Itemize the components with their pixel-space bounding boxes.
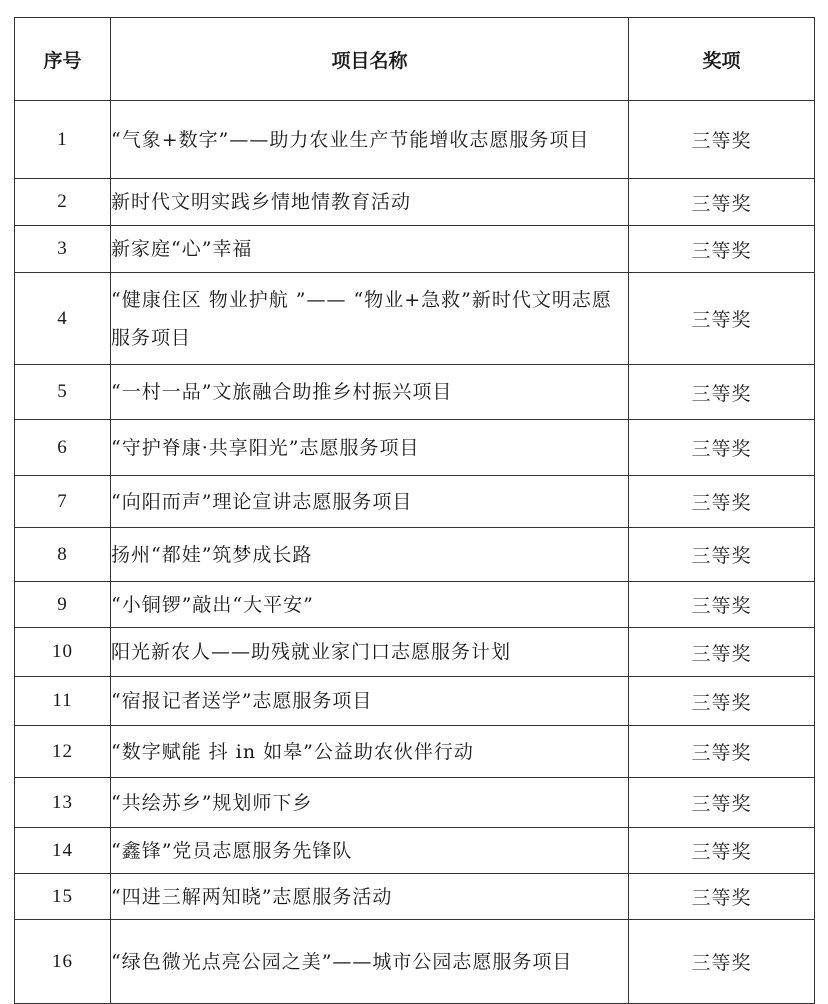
row-num: 16 [15, 920, 111, 1004]
row-num: 3 [15, 226, 111, 273]
row-num: 12 [15, 726, 111, 778]
row-award: 三等奖 [629, 273, 815, 365]
table-row [15, 179, 815, 226]
table-row [15, 677, 815, 726]
row-award: 三等奖 [629, 476, 815, 528]
row-num: 13 [15, 778, 111, 828]
row-name: “绿色微光点亮公园之美”——城市公园志愿服务项目 [111, 920, 629, 1004]
row-num: 7 [15, 476, 111, 528]
row-award: 三等奖 [629, 420, 815, 476]
row-name: 新家庭“心”幸福 [111, 226, 629, 273]
row-award: 三等奖 [629, 726, 815, 778]
row-name: 新时代文明实践乡情地情教育活动 [111, 179, 629, 226]
table-row [15, 476, 815, 528]
row-name: “健康住区 物业护航 ”—— “物业+急救”新时代文明志愿服务项目 [111, 273, 629, 365]
row-award: 三等奖 [629, 628, 815, 677]
row-num: 15 [15, 874, 111, 920]
row-name: 阳光新农人——助残就业家门口志愿服务计划 [111, 628, 629, 677]
row-num: 10 [15, 628, 111, 677]
row-name: “向阳而声”理论宣讲志愿服务项目 [111, 476, 629, 528]
row-name: “数字赋能 抖 in 如皋”公益助农伙伴行动 [111, 726, 629, 778]
table-row [15, 273, 815, 365]
row-name: “小铜锣”敲出“大平安” [111, 582, 629, 628]
row-name: “共绘苏乡”规划师下乡 [111, 778, 629, 828]
row-name: “气象+数字”——助力农业生产节能增收志愿服务项目 [111, 101, 629, 179]
row-award: 三等奖 [629, 101, 815, 179]
row-award: 三等奖 [629, 226, 815, 273]
row-award: 三等奖 [629, 528, 815, 582]
table-row [15, 920, 815, 1004]
row-num: 9 [15, 582, 111, 628]
table-row [15, 420, 815, 476]
row-award: 三等奖 [629, 365, 815, 420]
row-num: 6 [15, 420, 111, 476]
table-row [15, 726, 815, 778]
awards-table [14, 17, 815, 1004]
table-row [15, 101, 815, 179]
table-row [15, 528, 815, 582]
header-award: 奖项 [629, 18, 815, 101]
header-name: 项目名称 [111, 18, 629, 101]
row-name: “宿报记者送学”志愿服务项目 [111, 677, 629, 726]
row-num: 11 [15, 677, 111, 726]
row-name: “鑫锋”党员志愿服务先锋队 [111, 828, 629, 874]
row-award: 三等奖 [629, 677, 815, 726]
table-row [15, 778, 815, 828]
row-num: 1 [15, 101, 111, 179]
row-name: “一村一品”文旅融合助推乡村振兴项目 [111, 365, 629, 420]
row-num: 4 [15, 273, 111, 365]
header-row [15, 18, 815, 101]
row-num: 5 [15, 365, 111, 420]
table-row [15, 628, 815, 677]
table-row [15, 226, 815, 273]
row-award: 三等奖 [629, 920, 815, 1004]
row-award: 三等奖 [629, 778, 815, 828]
row-num: 14 [15, 828, 111, 874]
row-award: 三等奖 [629, 874, 815, 920]
header-num: 序号 [15, 18, 111, 101]
row-award: 三等奖 [629, 582, 815, 628]
table-row [15, 365, 815, 420]
row-name: “四进三解两知晓”志愿服务活动 [111, 874, 629, 920]
row-award: 三等奖 [629, 179, 815, 226]
row-num: 8 [15, 528, 111, 582]
row-num: 2 [15, 179, 111, 226]
table-row [15, 874, 815, 920]
table-row [15, 582, 815, 628]
row-award: 三等奖 [629, 828, 815, 874]
table-row [15, 828, 815, 874]
row-name: 扬州“都娃”筑梦成长路 [111, 528, 629, 582]
row-name: “守护脊康·共享阳光”志愿服务项目 [111, 420, 629, 476]
